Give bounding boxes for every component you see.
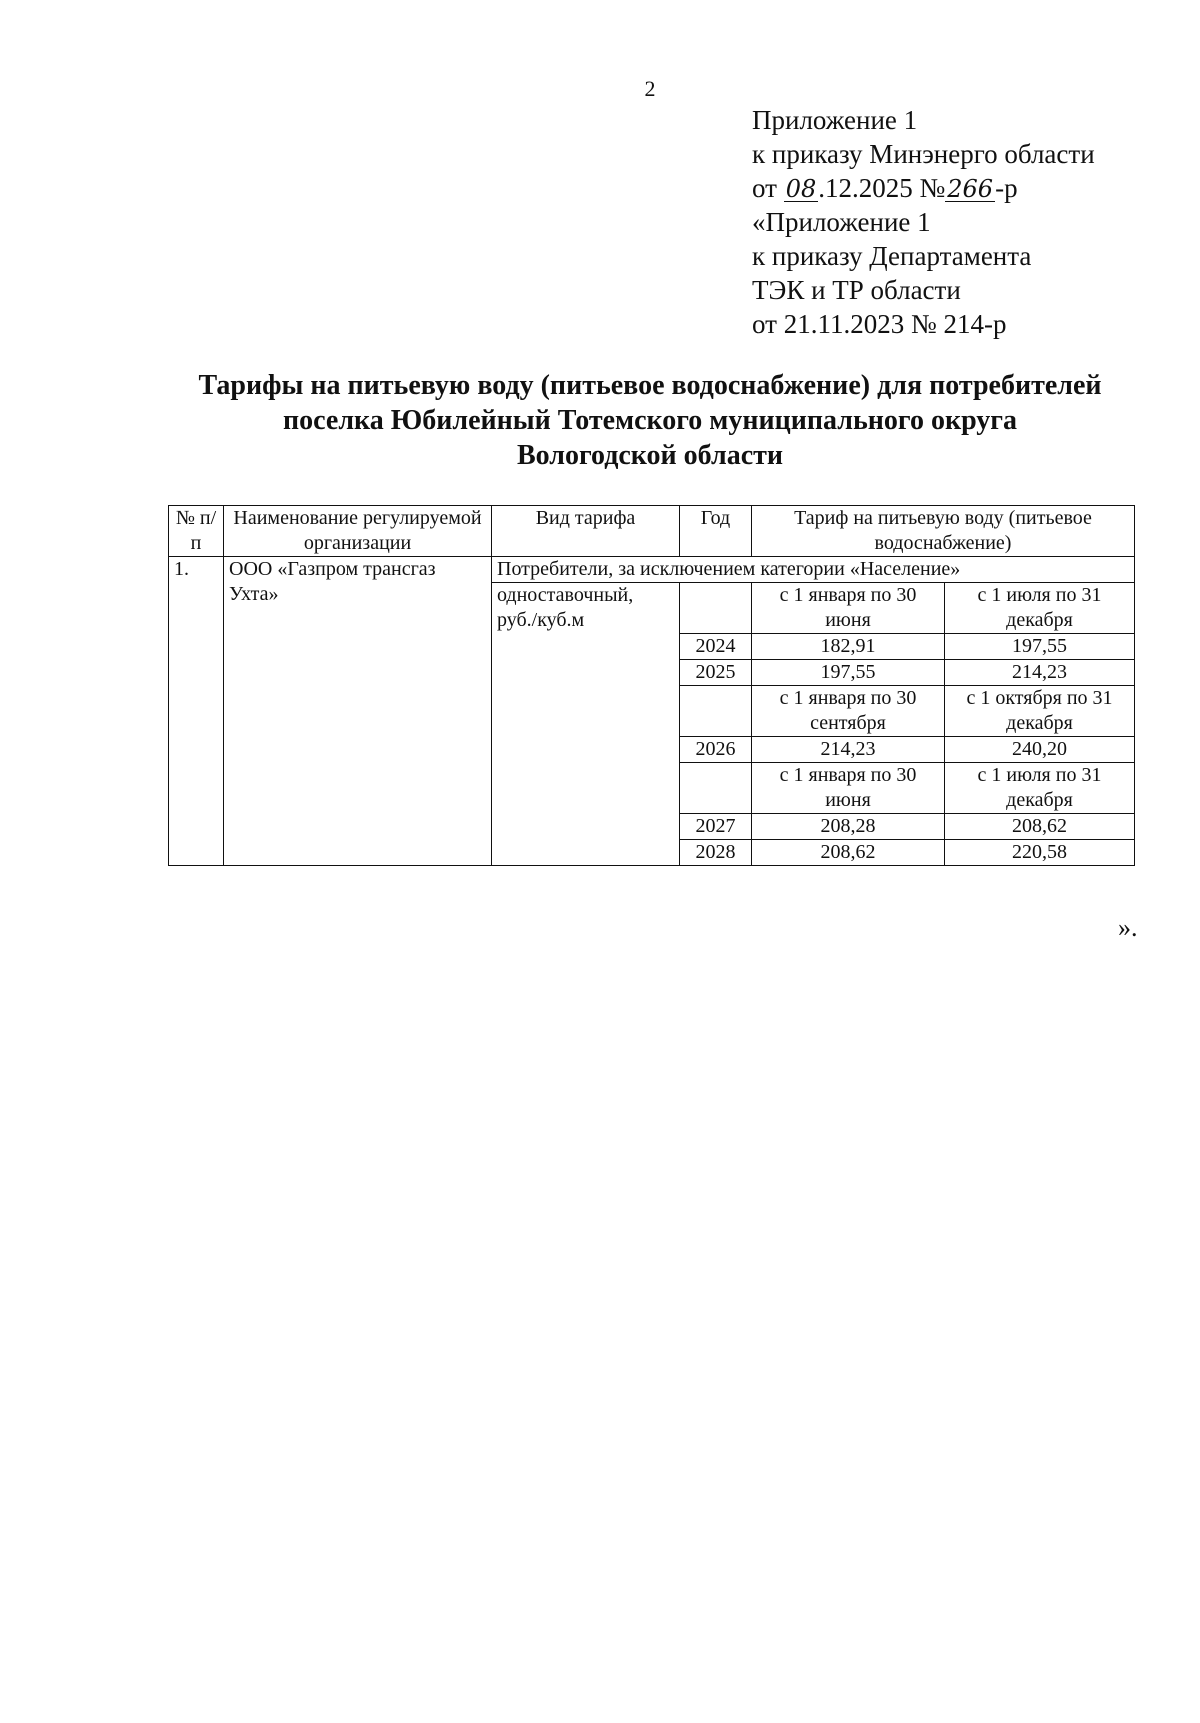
row-number: 1. [169, 557, 224, 866]
appendix-original-date: от 21.11.2023 № 214-р [752, 309, 1007, 339]
empty-year-cell [680, 686, 752, 737]
handwritten-order-number: 266 [947, 175, 994, 203]
period-start: с 1 января по 30 сентября [752, 686, 945, 737]
tariff-value: 197,55 [945, 634, 1135, 660]
table-header-row [169, 506, 1135, 557]
period-end: с 1 октября по 31 декабря [945, 686, 1135, 737]
tariff-value: 197,55 [752, 660, 945, 686]
tariff-value: 208,62 [752, 840, 945, 866]
header-tariff: Тариф на питьевую воду (питьевое водоснабжение) [752, 506, 1135, 557]
header-year: Год [680, 506, 752, 557]
year-cell: 2024 [680, 634, 752, 660]
date-middle: .12.2025 № [818, 173, 946, 203]
year-cell: 2025 [680, 660, 752, 686]
period-end: с 1 июля по 31 декабря [945, 763, 1135, 814]
year-cell: 2027 [680, 814, 752, 840]
header-number: № п/п [169, 506, 224, 557]
period-start: с 1 января по 30 июня [752, 763, 945, 814]
handwritten-day: 08 [785, 175, 817, 203]
title-line-3: Вологодской области [516, 440, 784, 471]
closing-quote: ». [1118, 913, 1138, 942]
tariff-value: 208,62 [945, 814, 1135, 840]
tariff-value: 214,23 [752, 737, 945, 763]
period-start: с 1 января по 30 июня [752, 583, 945, 634]
tariff-value: 214,23 [945, 660, 1135, 686]
document-title [160, 368, 1140, 473]
header-tariff-type: Вид тарифа [492, 506, 680, 557]
appendix-original-title: «Приложение 1 [752, 207, 931, 237]
organization-name: ООО «Газпром трансгаз Ухта» [224, 557, 492, 866]
tariff-table [168, 505, 1135, 866]
consumer-category: Потребители, за исключением категории «Население» [492, 557, 1135, 583]
header-organization: Наименование регулируемой организации [224, 506, 492, 557]
table-row [169, 557, 1135, 583]
tariff-type: одноставочный, руб./куб.м [492, 583, 680, 866]
empty-year-cell [680, 763, 752, 814]
appendix-order-date [752, 171, 1095, 205]
title-line-1: Тарифы на питьевую воду (питьевое водоснабжение) для потребителей [198, 370, 1102, 401]
date-prefix: от [752, 173, 784, 203]
year-cell: 2028 [680, 840, 752, 866]
tariff-value: 220,58 [945, 840, 1135, 866]
year-cell: 2026 [680, 737, 752, 763]
tariff-value: 240,20 [945, 737, 1135, 763]
tariff-value: 208,28 [752, 814, 945, 840]
appendix-original-dept: ТЭК и ТР области [752, 275, 961, 305]
page-number: 2 [644, 76, 656, 101]
empty-year-cell [680, 583, 752, 634]
tariff-value: 182,91 [752, 634, 945, 660]
appendix-title: Приложение 1 [752, 105, 918, 135]
appendix-original-ref: к приказу Департамента [752, 241, 1032, 271]
appendix-order-ref: к приказу Минэнерго области [752, 139, 1095, 169]
order-suffix: -р [995, 173, 1018, 203]
title-line-2: поселка Юбилейный Тотемского муниципального округа [282, 405, 1017, 436]
period-end: с 1 июля по 31 декабря [945, 583, 1135, 634]
appendix-block [752, 103, 1095, 341]
